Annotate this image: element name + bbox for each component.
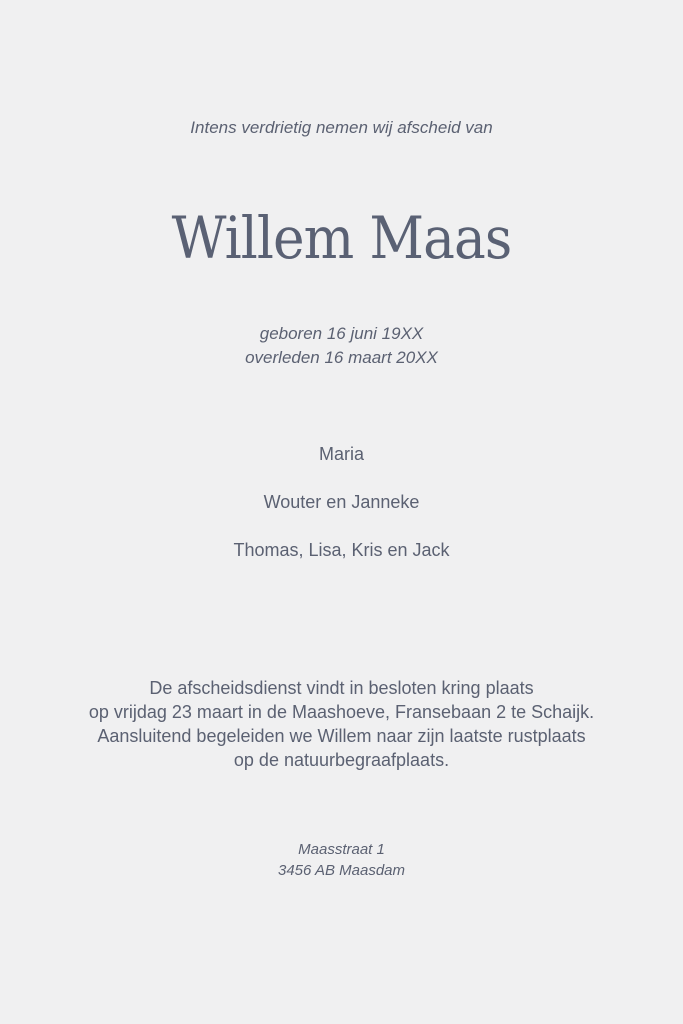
intro-text: Intens verdrietig nemen wij afscheid van [190,118,493,137]
service-line-1: De afscheidsdienst vindt in besloten kring plaats [149,678,534,698]
address-street: Maasstraat 1 [298,841,385,858]
family-member-1: Maria [318,444,364,464]
family-member-3: Thomas, Lisa, Kris en Jack [233,540,450,560]
birth-date: geboren 16 juni 19XX [259,324,424,343]
service-line-4: op de natuurbegraafplaats. [233,750,450,770]
address-city: 3456 AB Maasdam [277,862,406,879]
deceased-name: Willem Maas [171,204,512,272]
service-info [0,676,683,772]
address-block [0,839,683,881]
family-member-2: Wouter en Janneke [263,492,420,512]
service-line-3: Aansluitend begeleiden we Willem naar zijn laatste rustplaats [97,726,586,746]
life-dates [0,322,683,370]
death-date: overleden 16 maart 20XX [245,348,438,367]
service-line-2: op vrijdag 23 maart in de Maashoeve, Fransebaan 2 te Schaijk. [88,702,595,722]
